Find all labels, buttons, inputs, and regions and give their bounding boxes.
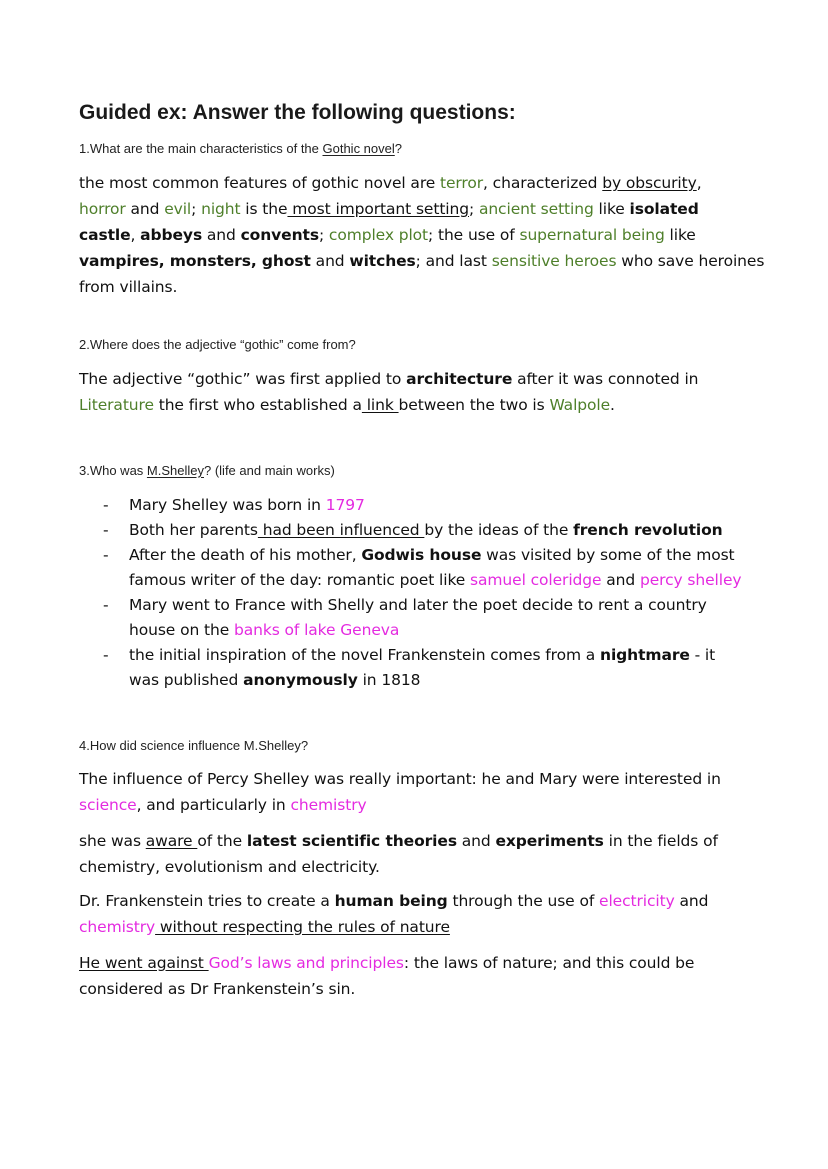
answer-line <box>79 914 708 940</box>
text-run: house on the <box>129 621 234 639</box>
answer-4-paragraph-2 <box>79 828 718 880</box>
text-run: in the fields of <box>603 832 718 850</box>
text-run: isolated <box>629 200 699 218</box>
text-run: witches <box>349 252 416 270</box>
text-run: horror <box>79 200 126 218</box>
text-run: percy shelley <box>639 571 742 589</box>
text-run: anonymously <box>243 671 358 689</box>
text-run: like <box>664 226 696 244</box>
list-item <box>103 643 741 693</box>
text-run: considered as Dr Frankenstein’s sin. <box>79 980 356 998</box>
text-run: like <box>593 200 630 218</box>
text-run: terror <box>440 174 484 192</box>
text-run: 3.Who was <box>79 463 147 478</box>
text-run: , <box>696 174 702 192</box>
answer-4-paragraph-1 <box>79 766 721 818</box>
text-run: and <box>456 832 496 850</box>
text-run: - <box>103 521 109 539</box>
text-run: samuel coleridge <box>470 571 602 589</box>
text-run: : the laws of nature; and this could be <box>403 954 695 972</box>
text-run: ; and last <box>415 252 492 270</box>
text-run: - it <box>689 646 716 664</box>
text-run: nightmare <box>600 646 690 664</box>
text-run: latest scientific theories <box>246 832 457 850</box>
answer-2 <box>79 366 698 418</box>
text-run: 1797 <box>325 496 365 514</box>
answer-line <box>79 196 764 222</box>
text-run: and <box>674 892 709 910</box>
underlined-term: Gothic novel <box>322 141 395 156</box>
list-item <box>103 493 741 518</box>
answer-line <box>79 854 718 880</box>
text-run: through the use of <box>447 892 600 910</box>
text-run: Both her parents <box>129 521 258 539</box>
answer-line <box>79 222 764 248</box>
list-item <box>103 593 741 643</box>
text-run: was published <box>129 671 244 689</box>
text-run: chemistry, evolutionism and electricity. <box>79 858 380 876</box>
answer-4-paragraph-3 <box>79 888 708 940</box>
text-run: and <box>125 200 165 218</box>
text-run: - <box>103 596 109 614</box>
text-run: castle <box>79 226 131 244</box>
text-run: convents <box>240 226 319 244</box>
answer-line <box>79 976 694 1002</box>
text-run: Mary Shelley was born in <box>129 496 326 514</box>
text-run: evil <box>164 200 192 218</box>
text-run: The adjective “gothic” was first applied to <box>79 370 407 388</box>
text-run: He went against <box>79 954 209 972</box>
answer-4-paragraph-4 <box>79 950 694 1002</box>
answer-line <box>79 274 764 300</box>
text-run: , characterized <box>483 174 603 192</box>
text-run: ; <box>468 200 479 218</box>
question-2: 2.Where does the adjective “gothic” come from? <box>79 337 356 352</box>
text-run: Walpole <box>549 396 611 414</box>
answer-line <box>79 888 708 914</box>
text-run: architecture <box>406 370 513 388</box>
text-run: God’s laws and principles <box>208 954 404 972</box>
question-4: 4.How did science influence M.Shelley? <box>79 738 309 753</box>
answer-1 <box>79 170 764 300</box>
text-run: . <box>610 396 615 414</box>
text-run: who save heroines <box>616 252 765 270</box>
text-run: ; <box>318 226 329 244</box>
text-run: Dr. Frankenstein tries to create a <box>79 892 335 910</box>
text-run: human being <box>334 892 448 910</box>
text-run: abbeys <box>140 226 203 244</box>
text-run: aware <box>145 832 198 850</box>
text-run: by obscurity <box>602 174 697 192</box>
text-run: ? <box>394 141 402 156</box>
text-run: by the ideas of the <box>424 521 574 539</box>
answer-line <box>79 366 698 392</box>
answer-line <box>79 828 718 854</box>
text-run: ; <box>191 200 202 218</box>
text-run: Godwis house <box>361 546 482 564</box>
text-run: Literature <box>79 396 154 414</box>
list-item <box>103 543 741 593</box>
page-title: Guided ex: Answer the following questions: <box>79 101 516 124</box>
text-run: After the death of his mother, <box>129 546 362 564</box>
text-run: had been influenced <box>257 521 425 539</box>
text-run: and <box>202 226 241 244</box>
text-run: in 1818 <box>357 671 421 689</box>
text-run: 1.What are the main characteristics of the <box>79 141 323 156</box>
text-run: french revolution <box>573 521 723 539</box>
text-run: from villains. <box>79 278 178 296</box>
text-run: electricity <box>599 892 675 910</box>
shelley-bullet-list <box>103 493 741 693</box>
text-run: night <box>201 200 241 218</box>
text-run: most important setting <box>287 200 469 218</box>
text-run: , and particularly in <box>136 796 291 814</box>
underlined-term: M.Shelley <box>146 463 204 478</box>
question-1 <box>79 141 402 156</box>
text-run: ? (life and main works) <box>204 463 335 478</box>
text-run: was visited by some of the most <box>481 546 735 564</box>
text-run: - <box>103 496 109 514</box>
text-run: and <box>601 571 640 589</box>
text-run: complex plot <box>328 226 429 244</box>
text-run: between the two is <box>398 396 550 414</box>
text-run: ancient setting <box>478 200 594 218</box>
answer-line <box>79 248 764 274</box>
text-run: experiments <box>495 832 604 850</box>
list-item <box>103 518 741 543</box>
text-run: banks of lake Geneva <box>233 621 400 639</box>
text-run: The influence of Percy Shelley was really important: he and Mary were interested in <box>79 770 721 788</box>
text-run: chemistry <box>290 796 367 814</box>
text-run: , <box>130 226 141 244</box>
text-run: is the <box>240 200 288 218</box>
text-run: the most common features of gothic novel are <box>79 174 441 192</box>
text-run: the first who established a <box>153 396 362 414</box>
answer-line <box>79 392 698 418</box>
answer-line <box>79 792 721 818</box>
text-run: link <box>361 396 399 414</box>
text-run: vampires, monsters, ghost <box>79 252 311 270</box>
question-3 <box>79 463 335 478</box>
text-run: after it was connoted in <box>512 370 699 388</box>
text-run: chemistry <box>79 918 156 936</box>
text-run: the initial inspiration of the novel Frankenstein comes from a <box>129 646 601 664</box>
text-run: famous writer of the day: romantic poet like <box>129 571 471 589</box>
text-run: - <box>103 546 109 564</box>
answer-line <box>79 170 764 196</box>
answer-line <box>79 766 721 792</box>
text-run: sensitive heroes <box>491 252 617 270</box>
answer-line <box>79 950 694 976</box>
text-run: she was <box>79 832 146 850</box>
text-run: ; the use of <box>428 226 520 244</box>
text-run: without respecting the rules of nature <box>155 918 450 936</box>
text-run: science <box>79 796 137 814</box>
text-run: supernatural being <box>519 226 665 244</box>
text-run: of the <box>197 832 247 850</box>
text-run: and <box>310 252 350 270</box>
text-run: - <box>103 646 109 664</box>
text-run: Mary went to France with Shelly and later the poet decide to rent a country <box>129 596 707 614</box>
